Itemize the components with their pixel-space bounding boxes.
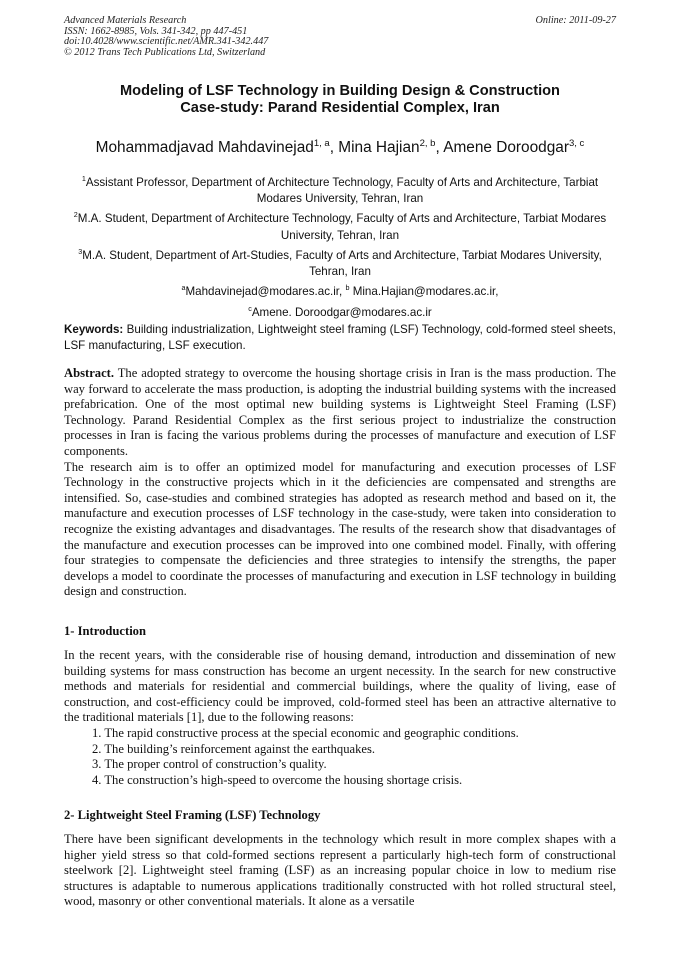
- author-superscript: 2, b: [419, 138, 436, 149]
- affiliation-superscript: 1: [81, 174, 86, 183]
- affiliation-2: [64, 207, 616, 243]
- online-date: Online: 2011-09-27: [535, 15, 616, 26]
- journal-name: Advanced Materials Research: [64, 15, 187, 26]
- title-line-1: Modeling of LSF Technology in Building Design & Construction: [120, 83, 560, 99]
- abstract-text: The adopted strategy to overcome the housing shortage crisis in Iran is the mass production. The way forward to accelerate the mass production, is adopting the industrial building systems with the increased prefabrication. One of the most optimal new building systems is Lightweight Steel Framing (LSF) Technology. Parand Residential Complex as the first serious project to industrialize the construction processes in Iran is facing the various problems during the processes of manufacture and execution of LSF components.: [64, 366, 616, 458]
- author-separator: ,: [435, 139, 444, 157]
- email-address[interactable]: Mina.Hajian@modares.ac.ir,: [352, 285, 499, 299]
- author-list: [64, 135, 616, 157]
- list-item: 4. The construction’s high-speed to overcome the housing shortage crisis.: [92, 772, 463, 787]
- reasons-list: [64, 726, 616, 788]
- author-separator: ,: [329, 139, 339, 157]
- affiliation-superscript: 2: [73, 210, 78, 220]
- abstract-paragraph-2: The research aim is to offer an optimized model for manufacturing and execution processes of LSF Technology in the constructive projects which in it the deficiencies are compensated and strengths are intensified. So, case-studies and combined strategies has adopted as research method and based on it, the manufacture and execution processes of LSF technology in the case-study, were taken into consideration to recognize the existing advantages and disadvantages. The results of the research show that disadvantages of the manufacture and execution processes can be improved into one combined model. Finally, with offering four strategies to compensate the deficiencies and three strategies to intensify the strengths, the paper develops a model to coordinate the processes of manufacturing and execution in LSF technology in building design and construction.: [64, 459, 616, 599]
- author-superscript: 3, c: [568, 138, 585, 149]
- list-item: 1. The rapid constructive process at the special economic and geographic conditions.: [92, 725, 519, 740]
- title-line-2: Case-study: Parand Residential Complex, Iran: [180, 100, 500, 116]
- list-item: 2. The building’s reinforcement against the earthquakes.: [92, 741, 376, 756]
- affiliation-superscript: 3: [78, 246, 83, 256]
- affiliation-text: Assistant Professor, Department of Architecture Technology, Faculty of Arts and Architecture, Tarbiat Modares University, Tehran, Iran: [85, 175, 599, 206]
- affiliation-1: [64, 171, 616, 207]
- section-paragraph: There have been significant developments in the technology which result in more complex shapes with a higher yield stress so that cold-formed sections represent a particularly high-tech form of constructional steelwork [2]. Lightweight steel framing (LSF) as an increasing popular choice in low to medium rise structures is adaptable to numerous applications traditionally constructed with hot rolled structural steel, wood, masonry or other conventional materials. It alone as a versatile: [64, 832, 616, 909]
- abstract-label: Abstract.: [64, 366, 115, 380]
- affiliations: [64, 171, 616, 321]
- affiliation-3: [64, 244, 616, 280]
- author-superscript: 1, a: [313, 138, 330, 149]
- section-lsf-technology: [64, 808, 616, 910]
- email-address[interactable]: Amene. Doroodgar@modares.ac.ir: [251, 305, 432, 319]
- issn-line: ISSN: 1662-8985, Vols. 341-342, pp 447-451: [64, 25, 248, 37]
- section-heading: 2- Lightweight Steel Framing (LSF) Technology: [64, 808, 321, 822]
- journal-header: [64, 16, 616, 58]
- keywords-label: Keywords:: [64, 323, 124, 336]
- abstract-block: [64, 366, 616, 600]
- paper-title: [64, 83, 616, 117]
- affiliation-text: M.A. Student, Department of Art-Studies, Faculty of Arts and Architecture, Tarbiat Modares University, Tehran, Iran: [82, 248, 602, 279]
- section-heading: 1- Introduction: [64, 624, 146, 638]
- email-superscript: c: [248, 303, 252, 313]
- author-name: Mina Hajian: [338, 139, 420, 157]
- copyright-line: © 2012 Trans Tech Publications Ltd, Switzerland: [64, 46, 266, 58]
- email-superscript: a: [181, 283, 186, 293]
- list-item: 3. The proper control of construction’s quality.: [92, 757, 327, 772]
- keywords-text: Building industrialization, Lightweight steel framing (LSF) Technology, cold-formed steel sheets, LSF manufacturing, LSF execution.: [64, 323, 616, 352]
- email-line-1: [64, 280, 616, 300]
- section-paragraph: In the recent years, with the considerable rise of housing demand, introduction and dissemination of new building systems for mass construction has become an urgent necessity. In the search for new constructive methods and materials for residential and commercial buildings, where the quality of living, ease of construction, and cost-efficiency could be improved, cold-formed steel has been an attractive alternative to the traditional materials [1], due to the following reasons:: [64, 648, 616, 725]
- author-name: Mohammadjavad Mahdavinejad: [95, 139, 314, 157]
- affiliation-text: M.A. Student, Department of Architecture Technology, Faculty of Arts and Architecture, Tarbiat Modares University, Tehran, Iran: [77, 212, 607, 242]
- author-name: Amene Doroodgar: [443, 139, 569, 157]
- email-superscript: b: [345, 283, 350, 293]
- email-address[interactable]: Mahdavinejad@modares.ac.ir,: [185, 285, 346, 299]
- section-introduction: [64, 624, 616, 788]
- abstract-paragraph-1: [64, 366, 616, 460]
- keywords-block: [64, 322, 616, 353]
- email-line-2: [64, 301, 616, 321]
- doi-line: doi:10.4028/www.scientific.net/AMR.341-342.447: [64, 36, 269, 48]
